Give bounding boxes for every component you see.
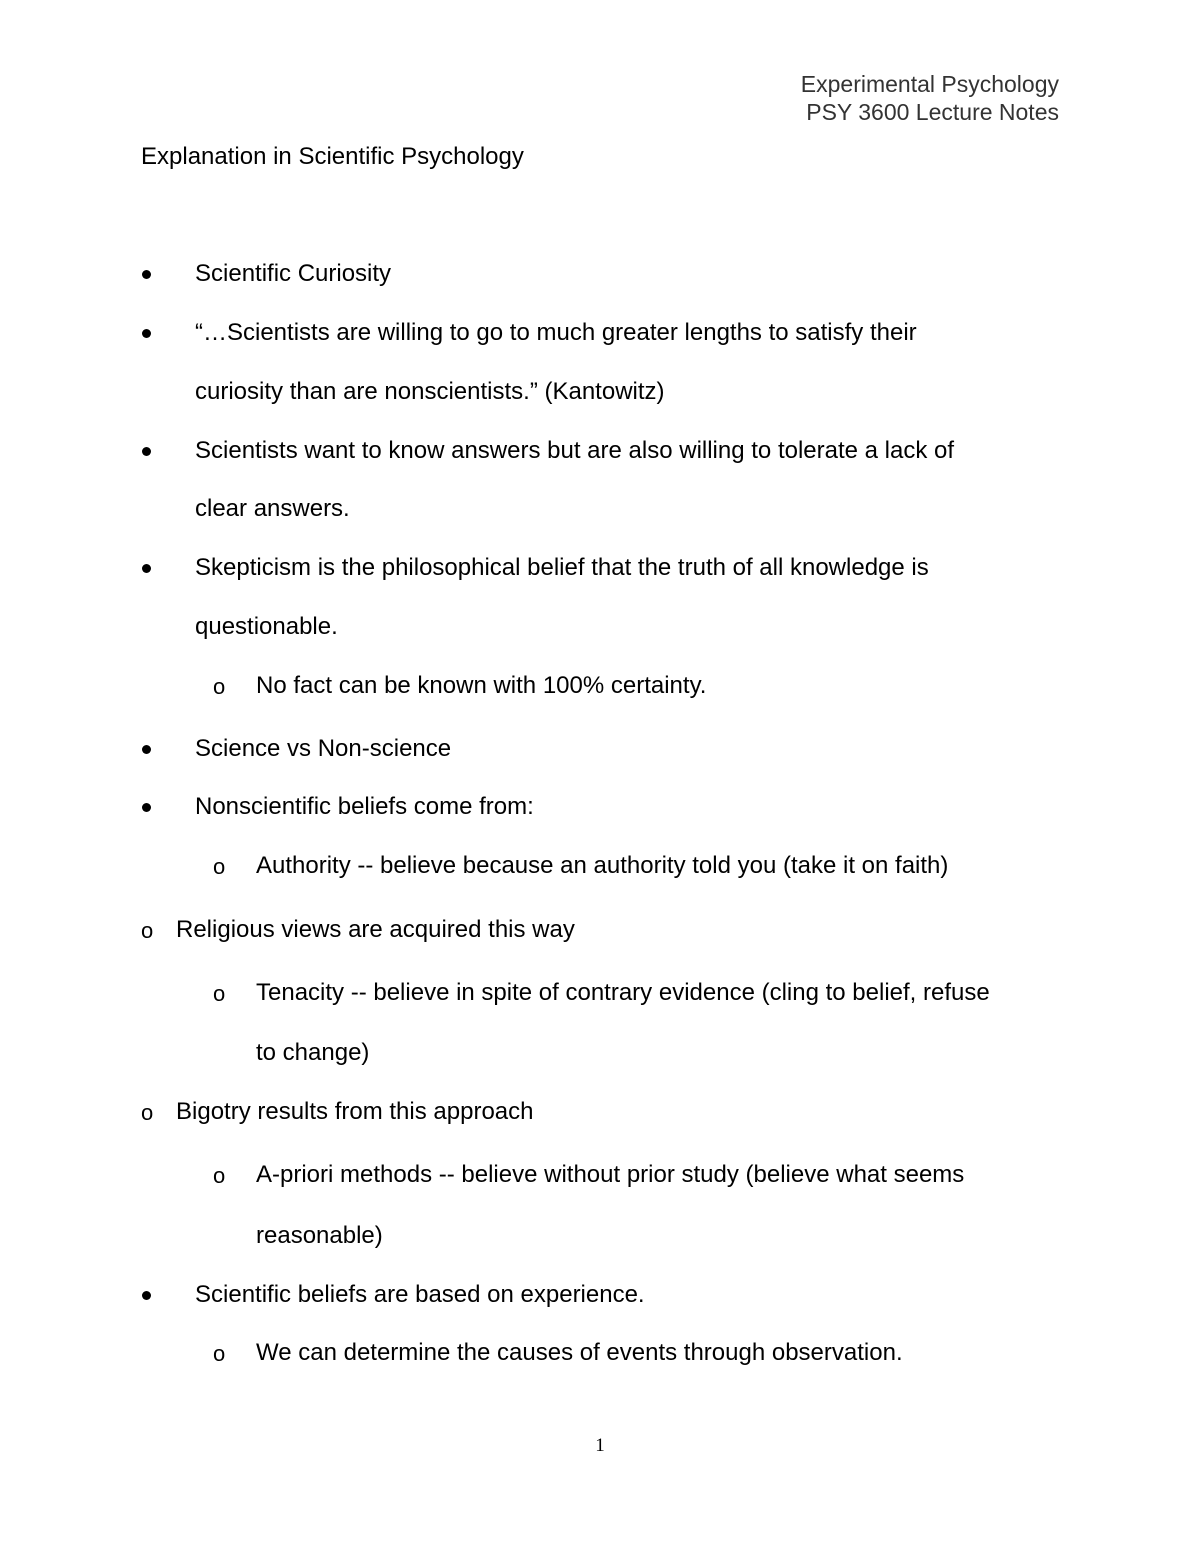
bullet-item-text: Scientists want to know answers but are also willing to tolerate a lack of xyxy=(195,437,955,464)
sub-bullet-item-text: reasonable) xyxy=(256,1222,383,1249)
header-course-code: PSY 3600 Lecture Notes xyxy=(806,99,1059,125)
sub-bullet-item-text: No fact can be known with 100% certainty. xyxy=(256,672,707,699)
bullet-item-text: Scientific beliefs are based on experience. xyxy=(195,1281,645,1308)
bullet-item-text: Science vs Non-science xyxy=(195,735,452,762)
sub-bullet-icon: o xyxy=(141,918,154,943)
sub-bullet-item-text: A-priori methods -- believe without prior study (believe what seems xyxy=(256,1161,965,1188)
bullet-item-text: questionable. xyxy=(195,613,338,640)
bullet-dot-icon xyxy=(142,329,151,338)
page-number: 1 xyxy=(595,1435,605,1456)
sub-bullet-icon: o xyxy=(213,981,226,1006)
bullet-item-text: “…Scientists are willing to go to much greater lengths to satisfy their xyxy=(195,319,917,346)
sub-bullet-item-text: Authority -- believe because an authority told you (take it on faith) xyxy=(256,852,949,879)
sub-bullet-item-text: Tenacity -- believe in spite of contrary evidence (cling to belief, refuse xyxy=(256,979,990,1006)
sub-bullet-icon: o xyxy=(213,674,226,699)
sub-bullet-item-text: Bigotry results from this approach xyxy=(176,1098,534,1125)
sub-bullet-icon: o xyxy=(213,1163,226,1188)
bullet-dot-icon xyxy=(142,1291,151,1300)
sub-bullet-item-text: to change) xyxy=(256,1039,370,1066)
sub-bullet-item-text: We can determine the causes of events through observation. xyxy=(256,1339,903,1366)
bullet-item-text: Nonscientific beliefs come from: xyxy=(195,793,534,820)
sub-bullet-item-text: Religious views are acquired this way xyxy=(176,916,575,943)
page-header xyxy=(801,70,1059,126)
header-course-name: Experimental Psychology xyxy=(800,71,1059,97)
bullet-item-text: Scientific Curiosity xyxy=(195,260,392,287)
bullet-item-text: curiosity than are nonscientists.” (Kantowitz) xyxy=(195,378,665,405)
sub-bullet-icon: o xyxy=(213,1341,226,1366)
bullet-dot-icon xyxy=(142,803,151,812)
bullet-dot-icon xyxy=(142,447,151,456)
bullet-item-text: Skepticism is the philosophical belief that the truth of all knowledge is xyxy=(195,554,929,581)
document-title: Explanation in Scientific Psychology xyxy=(141,143,524,170)
bullet-dot-icon xyxy=(142,564,151,573)
bullet-item-text: clear answers. xyxy=(195,495,350,522)
bullet-dot-icon xyxy=(142,270,151,279)
sub-bullet-icon: o xyxy=(141,1100,154,1125)
bullet-dot-icon xyxy=(142,745,151,754)
sub-bullet-icon: o xyxy=(213,854,226,879)
